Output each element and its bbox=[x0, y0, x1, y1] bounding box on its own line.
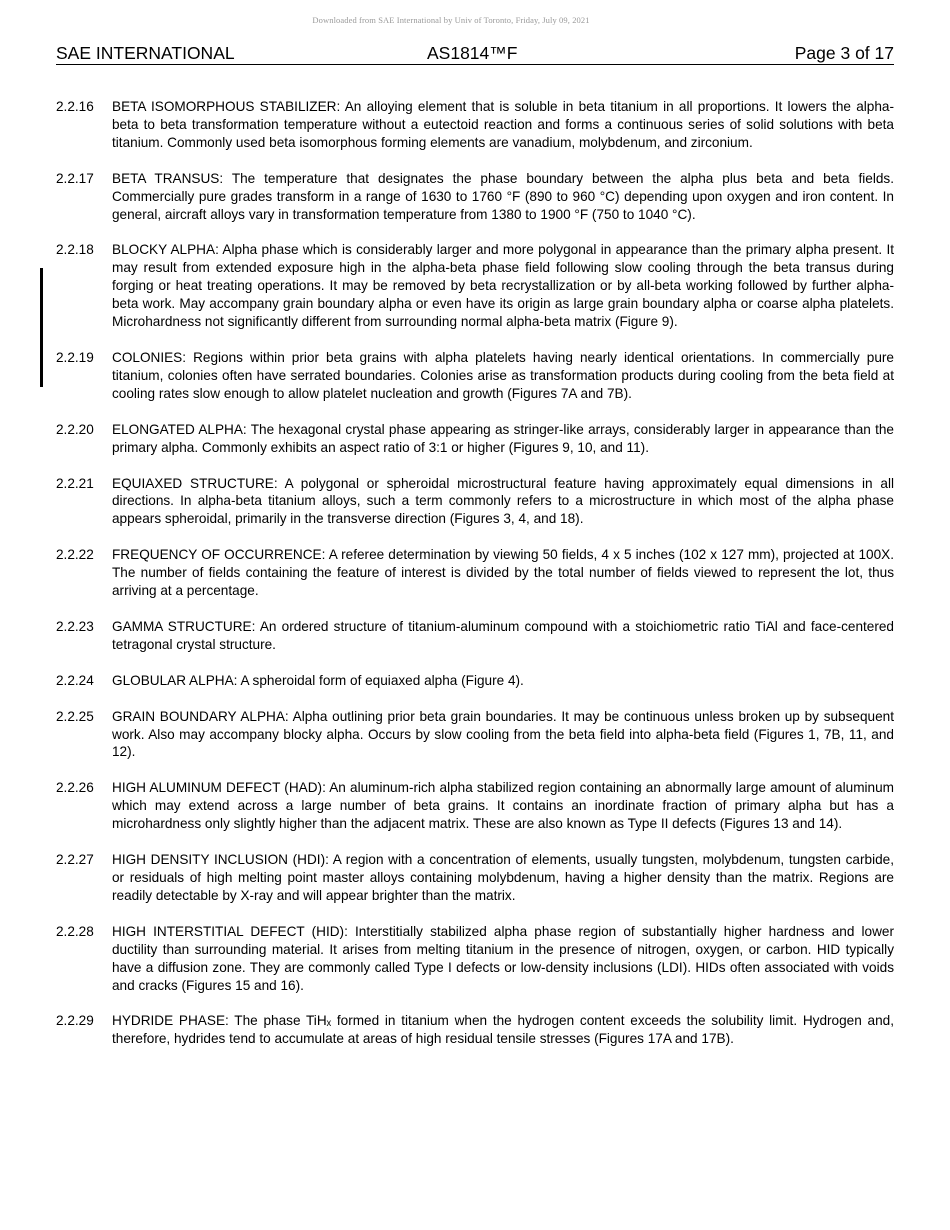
section-number: 2.2.19 bbox=[56, 349, 94, 365]
definitions-list bbox=[56, 98, 894, 1066]
definition-item bbox=[56, 779, 894, 833]
section-number: 2.2.23 bbox=[56, 618, 94, 634]
definition-text: BETA ISOMORPHOUS STABILIZER: An alloying element that is soluble in beta titanium in all proportions. It lowers the alpha-beta to beta transformation temperature without a eutectoid reaction and forms a continuous series of solid solutions with beta titanium. Commonly used beta isomorphous forming elements are vanadium, molybdenum, and zirconium. bbox=[112, 99, 894, 150]
definition-item bbox=[56, 475, 894, 529]
section-number: 2.2.29 bbox=[56, 1013, 94, 1029]
section-number: 2.2.16 bbox=[56, 99, 94, 114]
download-watermark: Downloaded from SAE International by Univ of Toronto, Friday, July 09, 2021 bbox=[312, 15, 590, 25]
page-number: Page 3 of 17 bbox=[794, 43, 894, 63]
section-number: 2.2.25 bbox=[56, 708, 94, 724]
section-number: 2.2.27 bbox=[56, 852, 94, 868]
definition-text: HIGH ALUMINUM DEFECT (HAD): An aluminum-rich alpha stabilized region containing an abnormally large amount of aluminum which may extend across a large number of beta grains. It contains an inordinate fraction of primary alpha but has a microhardness only slightly higher than the adjacent matrix. These are also known as Type II defects (Figures 13 and 14). bbox=[112, 780, 894, 832]
definition-item bbox=[56, 349, 894, 403]
page-header bbox=[56, 43, 894, 65]
definition-item bbox=[56, 170, 894, 224]
document-number: AS1814™F bbox=[427, 43, 518, 63]
definition-text: FREQUENCY OF OCCURRENCE: A referee determination by viewing 50 fields, 4 x 5 inches (102 x 127 mm), projected at 100X. The number of fields containing the feature of interest is divided by the total number of fields viewed to represent the lot, thus arriving at a percentage. bbox=[112, 547, 894, 599]
definition-text: BLOCKY ALPHA: Alpha phase which is considerably larger and more polygonal in appearance than the primary alpha present. It may result from extended exposure high in the alpha-beta phase field following slow cooling through the beta transus during forging or heat treating operations. It may be removed by beta recrystallization or by all-beta working followed by further alpha-beta work. May accompany grain boundary alpha or even have its origin as large grain boundary alpha or coarse alpha platelets. Microhardness not significantly different from surrounding normal alpha-beta matrix (Figure 9). bbox=[112, 242, 894, 330]
section-number: 2.2.28 bbox=[56, 923, 94, 939]
definition-item bbox=[56, 672, 894, 690]
section-number: 2.2.21 bbox=[56, 475, 94, 491]
publisher-name: SAE INTERNATIONAL bbox=[56, 43, 235, 63]
section-number: 2.2.20 bbox=[56, 421, 94, 437]
definition-item bbox=[56, 851, 894, 905]
section-number: 2.2.18 bbox=[56, 242, 94, 258]
definition-text: HIGH INTERSTITIAL DEFECT (HID): Interstitially stabilized alpha phase region of substantially higher hardness and lower ductility than surrounding material. It arises from melting titanium in the presence of nitrogen, oxygen, or carbon. HID typically have a diffusion zone. They are commonly called Type I defects or low-density inclusions (LDI). HIDs often associated with voids and cracks (Figures 15 and 16). bbox=[112, 923, 894, 993]
definition-item bbox=[56, 708, 894, 762]
section-number: 2.2.26 bbox=[56, 780, 94, 796]
definition-text: COLONIES: Regions within prior beta grains with alpha platelets having nearly identical orientations. In commercially pure titanium, colonies often have serrated boundaries. Colonies arise as transformation products during cooling from the beta field at cooling rates slow enough to allow platelet nucleation and growth (Figures 7A and 7B). bbox=[112, 349, 894, 401]
definition-item bbox=[56, 1012, 894, 1048]
revision-change-bar bbox=[40, 268, 43, 387]
definition-text: EQUIAXED STRUCTURE: A polygonal or spheroidal microstructural feature having approximately equal dimensions in all directions. In alpha-beta titanium alloys, such a term commonly refers to a microstructure in which most of the alpha phase appears spheroidal, primarily in the transverse direction (Figures 3, 4, and 18). bbox=[112, 475, 894, 527]
definition-text: HYDRIDE PHASE: The phase TiHₓ formed in titanium when the hydrogen content exceeds the solubility limit. Hydrogen and, therefore, hydrides tend to accumulate at areas of high residual tensile stresses (Figures 17A and 17B). bbox=[112, 1013, 894, 1047]
definition-text: BETA TRANSUS: The temperature that designates the phase boundary between the alpha plus beta and beta fields. Commercially pure grades transform in a range of 1630 to 1760 °F (890 to 960 °C) depending upon oxygen and iron content. In general, aircraft alloys vary in transformation temperature from 1380 to 1900 °F (750 to 1040 °C). bbox=[112, 170, 894, 222]
section-number: 2.2.22 bbox=[56, 547, 94, 563]
definition-text: ELONGATED ALPHA: The hexagonal crystal phase appearing as stringer-like arrays, considerably larger in appearance than the primary alpha. Commonly exhibits an aspect ratio of 3:1 or higher (Figures 9, 10, and 11). bbox=[112, 421, 894, 455]
definition-item bbox=[56, 618, 894, 654]
definition-item bbox=[56, 421, 894, 457]
definition-text: GAMMA STRUCTURE: An ordered structure of titanium-aluminum compound with a stoichiometric ratio TiAl and face-centered tetragonal crystal structure. bbox=[112, 618, 894, 652]
definition-text: GLOBULAR ALPHA: A spheroidal form of equiaxed alpha (Figure 4). bbox=[112, 672, 524, 688]
definition-item bbox=[56, 546, 894, 600]
definition-text: GRAIN BOUNDARY ALPHA: Alpha outlining prior beta grain boundaries. It may be continuous unless broken up by subsequent work. Also may accompany blocky alpha. Occurs by slow cooling from the beta field into alpha-beta field (Figures 1, 7B, 11, and 12). bbox=[112, 708, 894, 760]
section-number: 2.2.17 bbox=[56, 170, 94, 186]
definition-text: HIGH DENSITY INCLUSION (HDI): A region with a concentration of elements, usually tungsten, molybdenum, tungsten carbide, or residuals of high melting point master alloys containing molybdenum, having a higher density than the matrix. Regions are readily detectable by X-ray and will appear brighter than the matrix. bbox=[112, 852, 894, 903]
definition-item bbox=[56, 923, 894, 995]
definition-item bbox=[56, 241, 894, 331]
definition-item bbox=[56, 98, 894, 152]
section-number: 2.2.24 bbox=[56, 672, 94, 688]
